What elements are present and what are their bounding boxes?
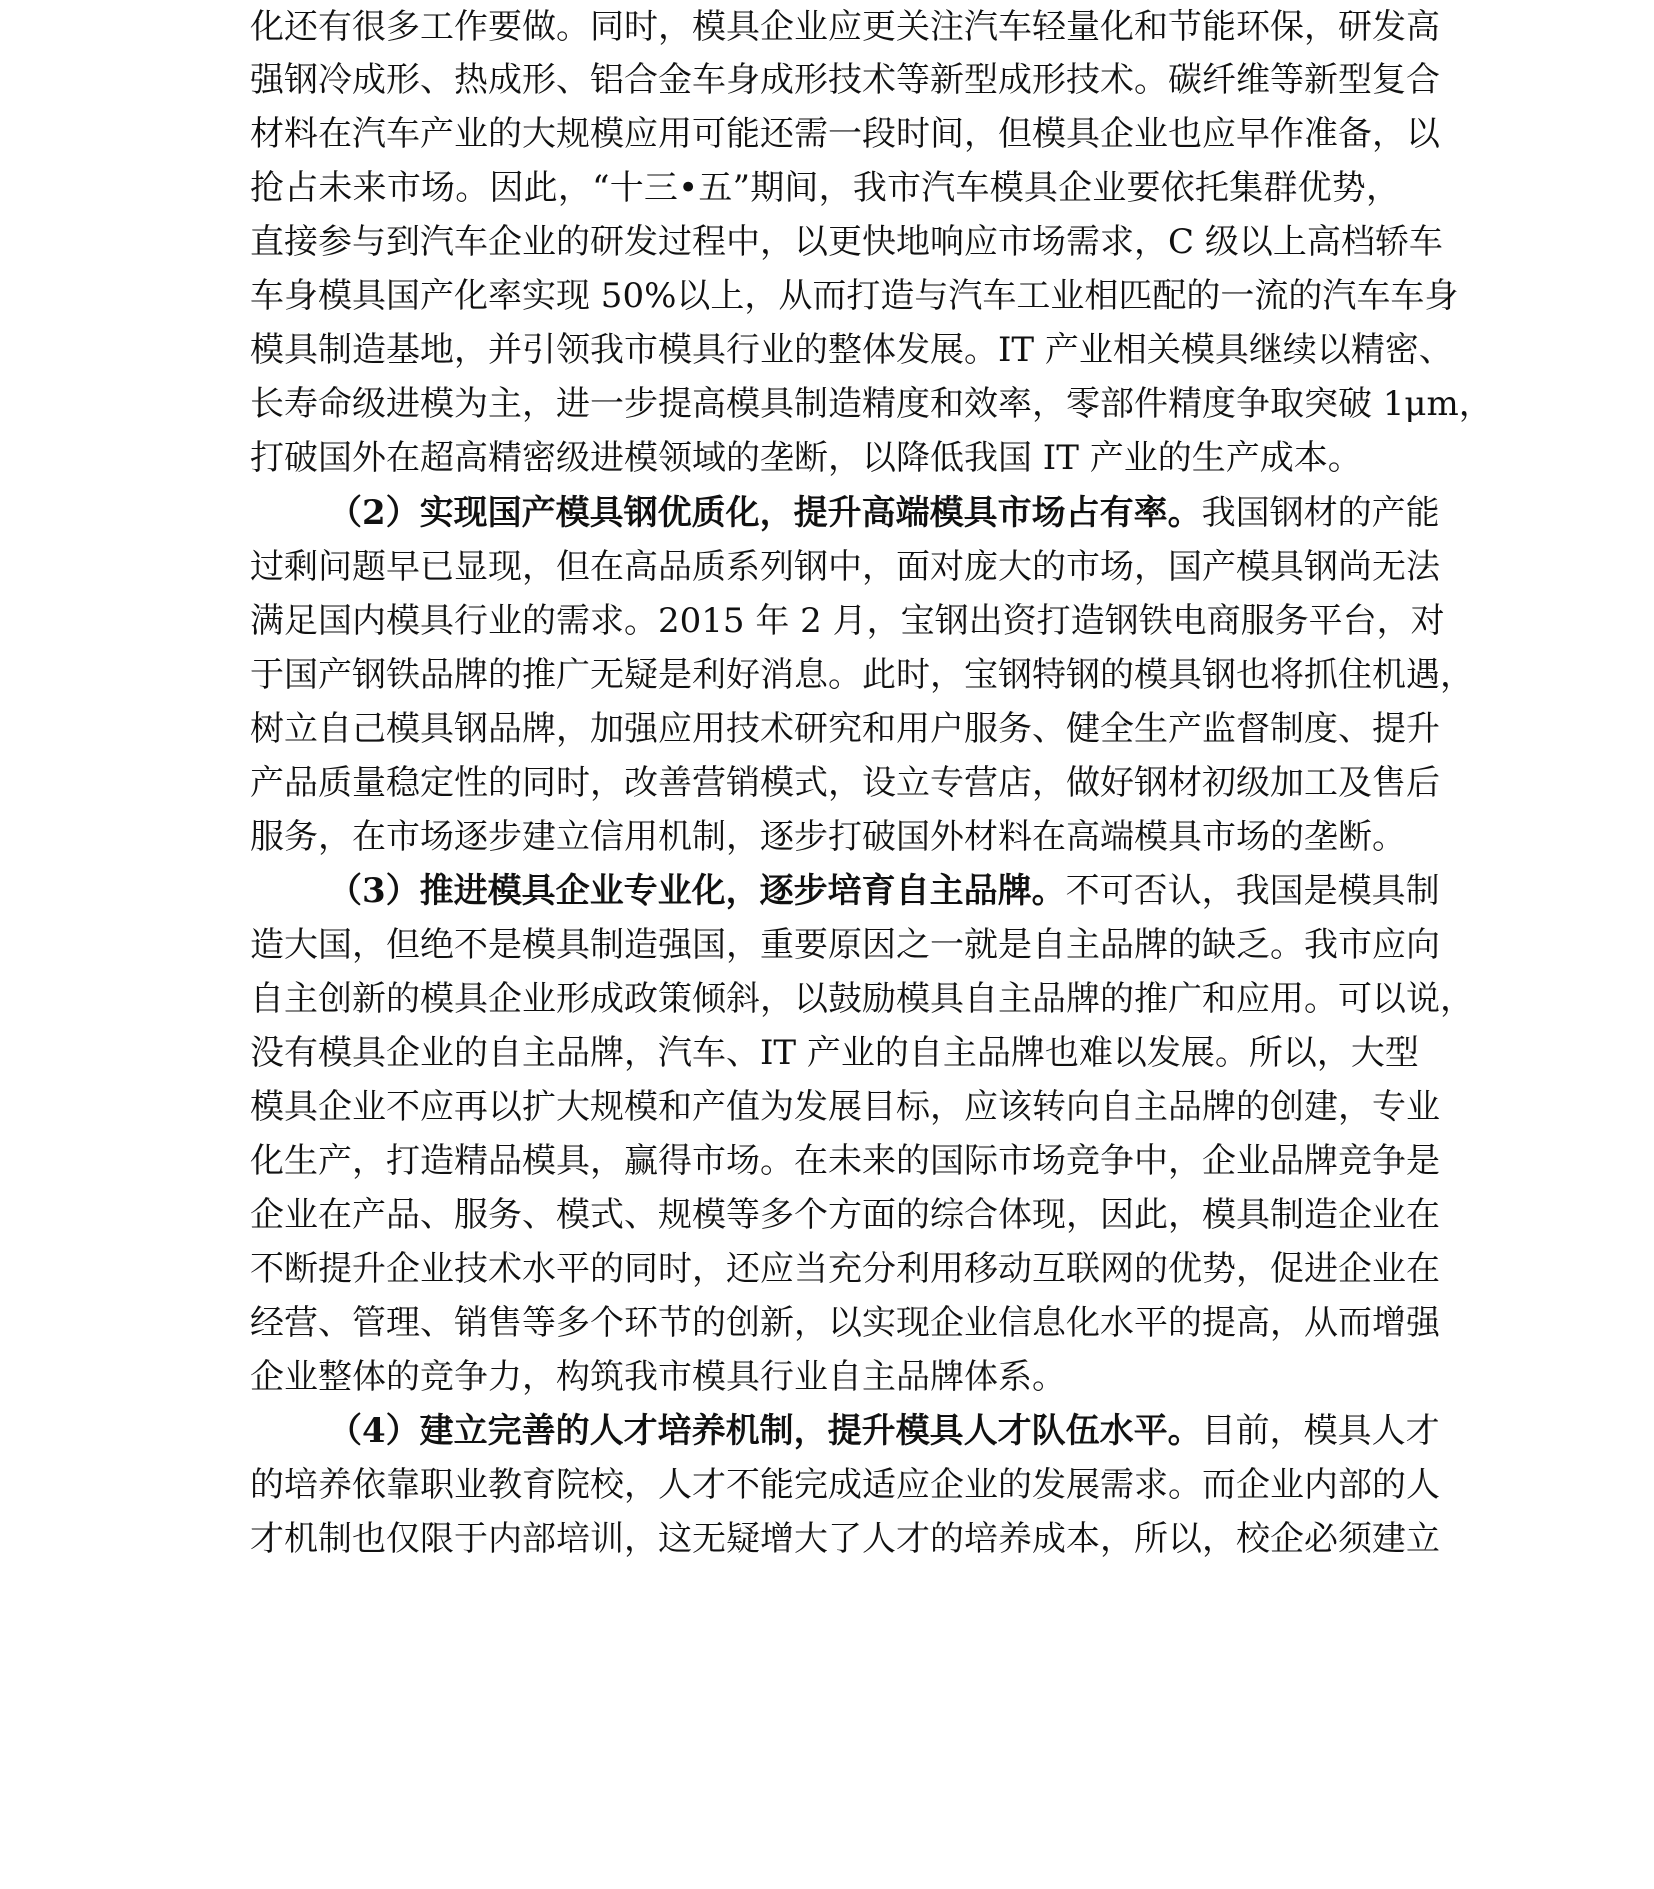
text-line: 模具制造基地，并引领我市模具行业的整体发展。IT 产业相关模具继续以精密、: [250, 330, 1453, 370]
text-line: 的培养依靠职业教育院校，人才不能完成适应企业的发展需求。而企业内部的人: [250, 1465, 1440, 1505]
section-heading: （3）推进模具企业专业化，逐步培育自主品牌。: [328, 871, 1066, 911]
text-line: 材料在汽车产业的大规模应用可能还需一段时间，但模具企业也应早作准备，以: [250, 114, 1440, 154]
text-line: 不断提升企业技术水平的同时，还应当充分利用移动互联网的优势，促进企业在: [250, 1249, 1440, 1289]
text-line: 企业在产品、服务、模式、规模等多个方面的综合体现，因此，模具制造企业在: [250, 1195, 1440, 1235]
text-line: 模具企业不应再以扩大规模和产值为发展目标，应该转向自主品牌的创建，专业: [250, 1087, 1440, 1127]
text-span: 不可否认，我国是模具制: [1065, 871, 1440, 911]
text-line: 车身模具国产化率实现 50%以上，从而打造与汽车工业相匹配的一流的汽车车身: [250, 276, 1459, 316]
section-heading: （4）建立完善的人才培养机制，提升模具人才队伍水平。: [328, 1411, 1202, 1451]
text-line: 打破国外在超高精密级进模领域的垄断，以降低我国 IT 产业的生产成本。: [250, 438, 1362, 478]
text-line: 服务，在市场逐步建立信用机制，逐步打破国外材料在高端模具市场的垄断。: [250, 817, 1406, 857]
text-span: 目前，模具人才: [1201, 1411, 1440, 1451]
text-line: 产品质量稳定性的同时，改善营销模式，设立专营店，做好钢材初级加工及售后: [250, 763, 1440, 803]
text-line: 直接参与到汽车企业的研发过程中，以更快地响应市场需求，C 级以上高档轿车: [250, 222, 1443, 262]
text-line: 经营、管理、销售等多个环节的创新，以实现企业信息化水平的提高，从而增强: [250, 1303, 1440, 1343]
text-line: 过剩问题早已显现，但在高品质系列钢中，面对庞大的市场，国产模具钢尚无法: [250, 547, 1440, 587]
text-line: 造大国，但绝不是模具制造强国，重要原因之一就是自主品牌的缺乏。我市应向: [250, 925, 1440, 965]
text-line: 企业整体的竞争力，构筑我市模具行业自主品牌体系。: [250, 1357, 1066, 1397]
text-line: 于国产钢铁品牌的推广无疑是利好消息。此时，宝钢特钢的模具钢也将抓住机遇，: [250, 655, 1474, 695]
text-line: 长寿命级进模为主，进一步提高模具制造精度和效率，零部件精度争取突破 1μm，: [250, 384, 1493, 424]
text-line: 强钢冷成形、热成形、铝合金车身成形技术等新型成形技术。碳纤维等新型复合: [250, 60, 1440, 100]
text-line: 抢占未来市场。因此，“十三•五”期间，我市汽车模具企业要依托集群优势，: [250, 168, 1400, 208]
text-line: 没有模具企业的自主品牌，汽车、IT 产业的自主品牌也难以发展。所以，大型: [250, 1033, 1419, 1073]
text-span: 我国钢材的产能: [1201, 493, 1440, 533]
text-line: 自主创新的模具企业形成政策倾斜，以鼓励模具自主品牌的推广和应用。可以说，: [250, 979, 1474, 1019]
text-line: 树立自己模具钢品牌，加强应用技术研究和用户服务、健全生产监督制度、提升: [250, 709, 1440, 749]
text-line: 满足国内模具行业的需求。2015 年 2 月，宝钢出资打造钢铁电商服务平台，对: [250, 601, 1445, 641]
text-line: 才机制也仅限于内部培训，这无疑增大了人才的培养成本，所以，校企必须建立: [250, 1519, 1440, 1559]
text-line: 化还有很多工作要做。同时，模具企业应更关注汽车轻量化和节能环保，研发高: [250, 7, 1440, 47]
section-heading: （2）实现国产模具钢优质化，提升高端模具市场占有率。: [328, 493, 1202, 533]
text-line: 化生产，打造精品模具，赢得市场。在未来的国际市场竞争中，企业品牌竞争是: [250, 1141, 1440, 1181]
